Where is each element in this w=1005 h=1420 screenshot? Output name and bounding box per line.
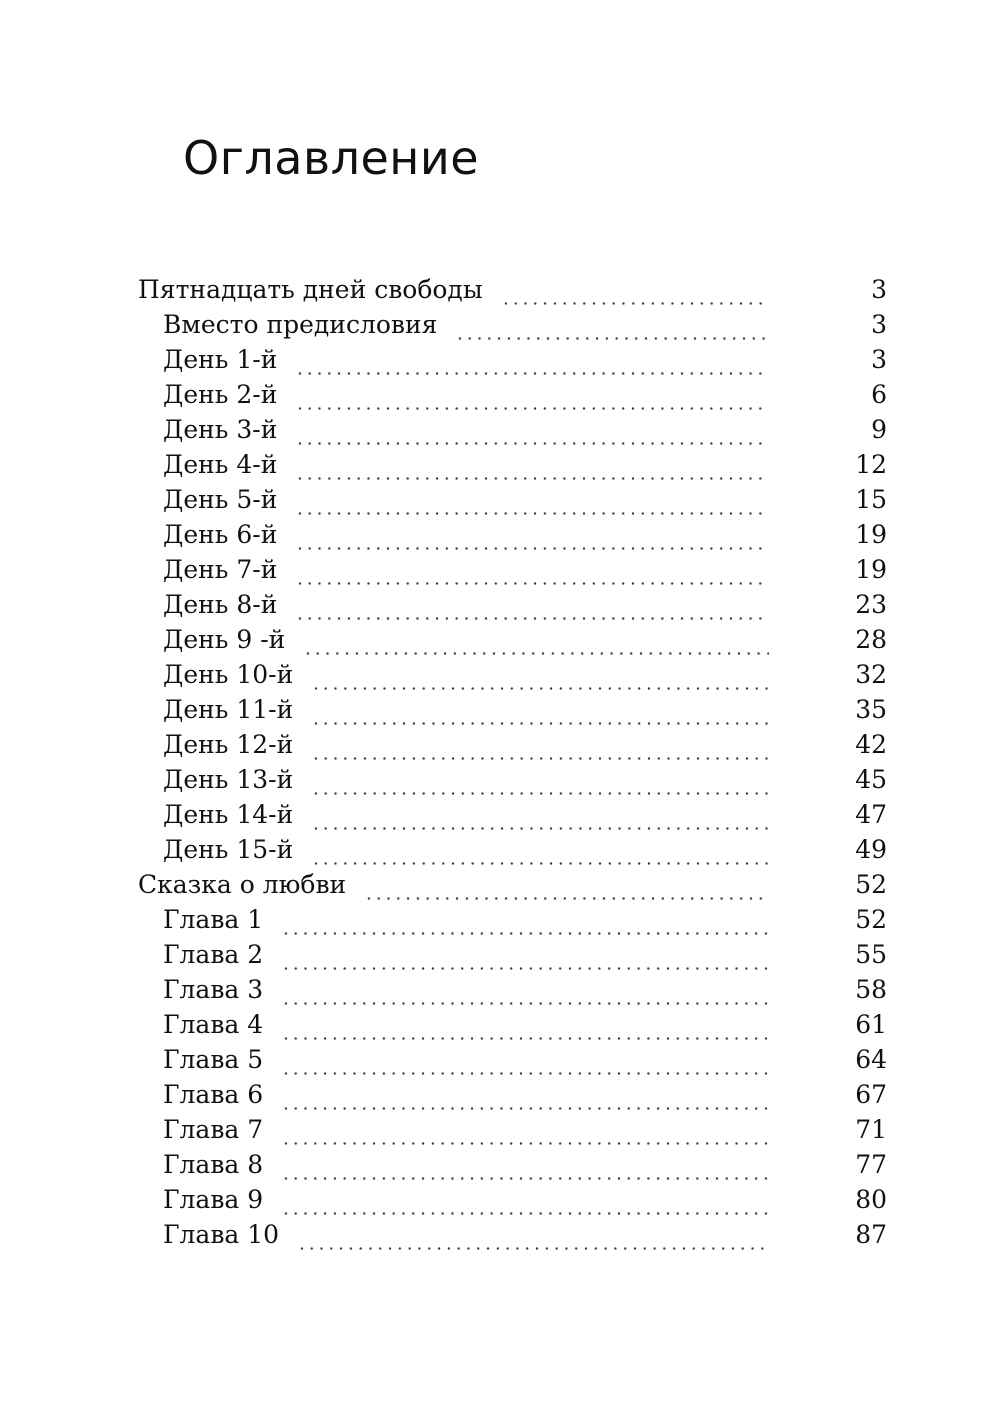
toc-subentry bbox=[0, 902, 1005, 937]
toc-entry-label: Глава 1 bbox=[163, 905, 264, 934]
toc-page-number: 19 bbox=[855, 555, 887, 584]
toc-subentry bbox=[0, 517, 1005, 552]
dot-leader bbox=[277, 1112, 769, 1147]
dot-leader-dots bbox=[295, 342, 769, 377]
toc-entry-label: День 11-й bbox=[163, 695, 294, 724]
dot-leader bbox=[277, 972, 769, 1007]
toc-entry-label: День 8-й bbox=[163, 590, 278, 619]
toc-entry-label: День 12-й bbox=[163, 730, 294, 759]
toc-subentry bbox=[0, 1217, 1005, 1252]
toc-entry-line bbox=[163, 622, 829, 657]
toc-subentry bbox=[0, 307, 1005, 342]
toc-page-number: 19 bbox=[855, 520, 887, 549]
dot-leader bbox=[307, 762, 769, 797]
dot-leader-dots bbox=[311, 692, 769, 727]
toc-entry-line bbox=[163, 692, 829, 727]
dot-leader-dots bbox=[281, 1182, 769, 1217]
toc-entry-label: День 1-й bbox=[163, 345, 278, 374]
toc-subentry bbox=[0, 1077, 1005, 1112]
dot-leader-dots bbox=[311, 657, 769, 692]
dot-leader-dots bbox=[295, 482, 769, 517]
toc-subentry bbox=[0, 1042, 1005, 1077]
toc-page-number: 15 bbox=[855, 485, 887, 514]
dot-leader bbox=[293, 1217, 769, 1252]
dot-leader bbox=[277, 1077, 769, 1112]
toc-entry-line bbox=[138, 867, 829, 902]
dot-leader-dots bbox=[281, 1077, 769, 1112]
toc-entry-label: Пятнадцать дней свободы bbox=[138, 275, 483, 304]
dot-leader-dots bbox=[303, 622, 769, 657]
toc-entry-line bbox=[163, 447, 829, 482]
toc-entry-label: День 14-й bbox=[163, 800, 294, 829]
toc-page-number: 77 bbox=[855, 1150, 887, 1179]
toc-entry-label: День 9 -й bbox=[163, 625, 286, 654]
toc-page-number: 9 bbox=[871, 415, 887, 444]
toc-entry-line bbox=[163, 727, 829, 762]
dot-leader bbox=[277, 1147, 769, 1182]
toc-entry-line bbox=[163, 587, 829, 622]
toc-entry-line bbox=[163, 762, 829, 797]
toc-entry-line bbox=[163, 1077, 829, 1112]
toc-entry-label: Глава 9 bbox=[163, 1185, 264, 1214]
dot-leader bbox=[291, 447, 769, 482]
toc-page-number: 23 bbox=[855, 590, 887, 619]
toc-subentry bbox=[0, 1007, 1005, 1042]
dot-leader bbox=[291, 342, 769, 377]
toc-subentry bbox=[0, 1147, 1005, 1182]
toc-entry-label: День 2-й bbox=[163, 380, 278, 409]
dot-leader-dots bbox=[295, 377, 769, 412]
toc-entry-label: День 5-й bbox=[163, 485, 278, 514]
toc-entry-line bbox=[163, 307, 829, 342]
dot-leader-dots bbox=[501, 272, 769, 307]
dot-leader-dots bbox=[297, 1217, 769, 1252]
toc-entry-label: День 7-й bbox=[163, 555, 278, 584]
toc-subentry bbox=[0, 412, 1005, 447]
dot-leader-dots bbox=[295, 412, 769, 447]
toc-entry-label: Глава 8 bbox=[163, 1150, 264, 1179]
dot-leader bbox=[277, 902, 769, 937]
toc-entry-label: День 6-й bbox=[163, 520, 278, 549]
dot-leader-dots bbox=[364, 867, 769, 902]
toc-page-number: 12 bbox=[855, 450, 887, 479]
toc-entry-label: Глава 3 bbox=[163, 975, 264, 1004]
dot-leader bbox=[277, 1042, 769, 1077]
dot-leader bbox=[307, 727, 769, 762]
dot-leader bbox=[277, 1182, 769, 1217]
toc-entry-line bbox=[163, 1007, 829, 1042]
toc-entry-label: Сказка о любви bbox=[138, 870, 347, 899]
toc-entry-line bbox=[163, 657, 829, 692]
dot-leader bbox=[307, 832, 769, 867]
table-of-contents bbox=[0, 272, 1005, 1252]
toc-page-number: 45 bbox=[855, 765, 887, 794]
toc-page-number: 61 bbox=[855, 1010, 887, 1039]
toc-page-number: 3 bbox=[871, 310, 887, 339]
dot-leader bbox=[451, 307, 769, 342]
toc-entry-label: Вместо предисловия bbox=[163, 310, 438, 339]
dot-leader-dots bbox=[295, 587, 769, 622]
toc-entry-line bbox=[163, 342, 829, 377]
toc-page-number: 6 bbox=[871, 380, 887, 409]
toc-page-number: 52 bbox=[855, 905, 887, 934]
dot-leader bbox=[277, 937, 769, 972]
toc-entry-line bbox=[163, 1217, 829, 1252]
dot-leader-dots bbox=[281, 1147, 769, 1182]
dot-leader-dots bbox=[295, 552, 769, 587]
dot-leader-dots bbox=[281, 972, 769, 1007]
toc-entry-line bbox=[163, 482, 829, 517]
toc-entry-label: День 13-й bbox=[163, 765, 294, 794]
toc-entry-line bbox=[163, 797, 829, 832]
dot-leader bbox=[360, 867, 769, 902]
dot-leader-dots bbox=[311, 762, 769, 797]
toc-entry-label: Глава 6 bbox=[163, 1080, 264, 1109]
toc-entry-line bbox=[163, 412, 829, 447]
dot-leader-dots bbox=[281, 937, 769, 972]
toc-entry-line bbox=[163, 552, 829, 587]
dot-leader-dots bbox=[281, 1007, 769, 1042]
toc-subentry bbox=[0, 1112, 1005, 1147]
dot-leader bbox=[307, 692, 769, 727]
toc-subentry bbox=[0, 447, 1005, 482]
toc-page-number: 35 bbox=[855, 695, 887, 724]
toc-page-number: 67 bbox=[855, 1080, 887, 1109]
dot-leader-dots bbox=[455, 307, 769, 342]
toc-subentry bbox=[0, 972, 1005, 1007]
toc-entry-line bbox=[163, 937, 829, 972]
toc-section-entry bbox=[0, 867, 1005, 902]
toc-entry-line bbox=[138, 272, 829, 307]
page-title: Оглавление bbox=[183, 131, 480, 185]
dot-leader bbox=[307, 797, 769, 832]
toc-subentry bbox=[0, 587, 1005, 622]
toc-entry-line bbox=[163, 902, 829, 937]
toc-subentry bbox=[0, 377, 1005, 412]
toc-page-number: 3 bbox=[871, 345, 887, 374]
dot-leader-dots bbox=[295, 447, 769, 482]
toc-entry-line bbox=[163, 377, 829, 412]
toc-entry-label: Глава 10 bbox=[163, 1220, 280, 1249]
dot-leader bbox=[277, 1007, 769, 1042]
toc-subentry bbox=[0, 622, 1005, 657]
toc-subentry bbox=[0, 797, 1005, 832]
toc-entry-label: Глава 7 bbox=[163, 1115, 264, 1144]
toc-subentry bbox=[0, 692, 1005, 727]
toc-entry-line bbox=[163, 832, 829, 867]
dot-leader bbox=[291, 412, 769, 447]
dot-leader-dots bbox=[311, 832, 769, 867]
toc-entry-line bbox=[163, 517, 829, 552]
dot-leader-dots bbox=[281, 1112, 769, 1147]
dot-leader bbox=[299, 622, 769, 657]
toc-page-number: 71 bbox=[855, 1115, 887, 1144]
toc-subentry bbox=[0, 937, 1005, 972]
dot-leader-dots bbox=[295, 517, 769, 552]
toc-entry-label: День 10-й bbox=[163, 660, 294, 689]
toc-page-number: 87 bbox=[855, 1220, 887, 1249]
dot-leader bbox=[497, 272, 769, 307]
toc-subentry bbox=[0, 1182, 1005, 1217]
toc-entry-label: Глава 2 bbox=[163, 940, 264, 969]
toc-page-number: 58 bbox=[855, 975, 887, 1004]
toc-entry-line bbox=[163, 1182, 829, 1217]
toc-entry-label: День 4-й bbox=[163, 450, 278, 479]
dot-leader bbox=[291, 482, 769, 517]
toc-entry-label: День 3-й bbox=[163, 415, 278, 444]
dot-leader-dots bbox=[311, 797, 769, 832]
dot-leader-dots bbox=[281, 902, 769, 937]
toc-subentry bbox=[0, 657, 1005, 692]
toc-subentry bbox=[0, 482, 1005, 517]
dot-leader bbox=[291, 552, 769, 587]
toc-entry-label: Глава 5 bbox=[163, 1045, 264, 1074]
toc-page-number: 28 bbox=[855, 625, 887, 654]
toc-page-number: 49 bbox=[855, 835, 887, 864]
toc-entry-line bbox=[163, 1042, 829, 1077]
dot-leader bbox=[291, 517, 769, 552]
toc-subentry bbox=[0, 762, 1005, 797]
dot-leader bbox=[307, 657, 769, 692]
dot-leader-dots bbox=[311, 727, 769, 762]
toc-subentry bbox=[0, 727, 1005, 762]
toc-entry-line bbox=[163, 1147, 829, 1182]
dot-leader bbox=[291, 377, 769, 412]
toc-section-entry bbox=[0, 272, 1005, 307]
toc-page-number: 42 bbox=[855, 730, 887, 759]
toc-entry-label: Глава 4 bbox=[163, 1010, 264, 1039]
toc-page-number: 47 bbox=[855, 800, 887, 829]
toc-page-number: 3 bbox=[871, 275, 887, 304]
toc-entry-label: День 15-й bbox=[163, 835, 294, 864]
toc-page-number: 32 bbox=[855, 660, 887, 689]
toc-subentry bbox=[0, 342, 1005, 377]
toc-page-number: 64 bbox=[855, 1045, 887, 1074]
toc-subentry bbox=[0, 552, 1005, 587]
toc-page-number: 52 bbox=[855, 870, 887, 899]
toc-entry-line bbox=[163, 1112, 829, 1147]
toc-page-number: 55 bbox=[855, 940, 887, 969]
toc-page-number: 80 bbox=[855, 1185, 887, 1214]
dot-leader-dots bbox=[281, 1042, 769, 1077]
toc-entry-line bbox=[163, 972, 829, 1007]
dot-leader bbox=[291, 587, 769, 622]
toc-subentry bbox=[0, 832, 1005, 867]
